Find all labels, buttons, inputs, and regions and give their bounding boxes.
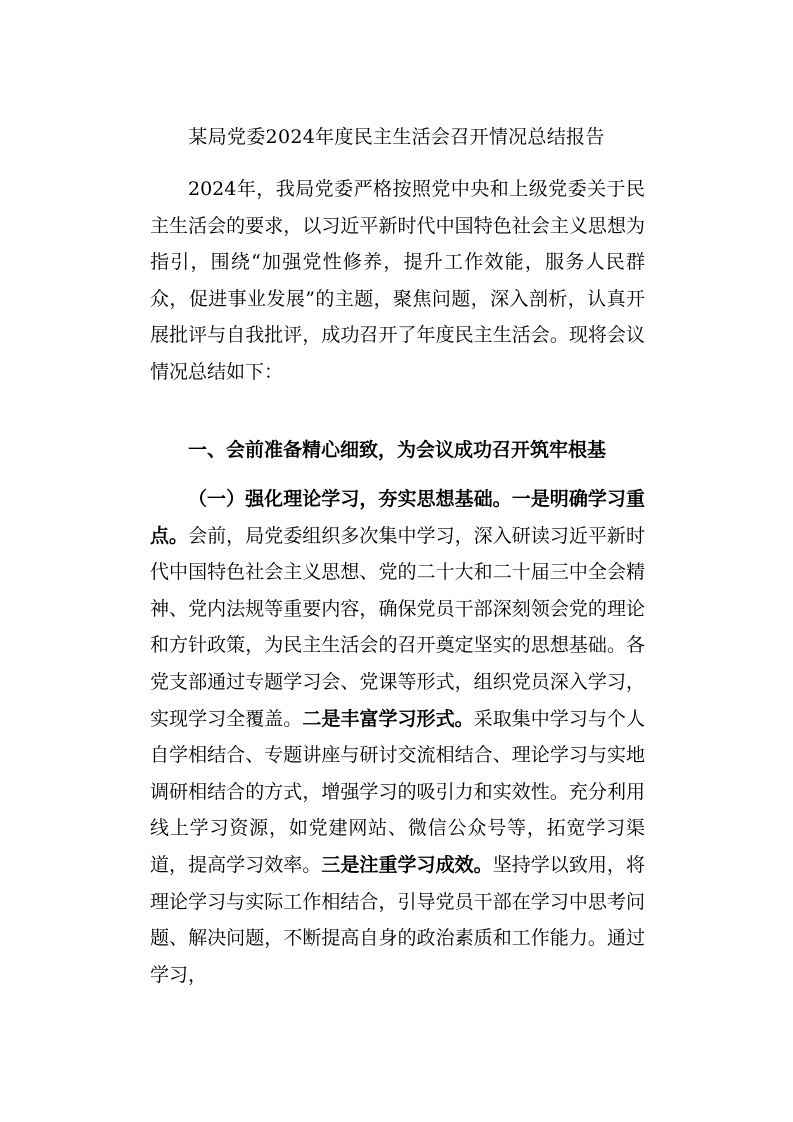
point-1-label: 一是明确学习重点。 bbox=[150, 488, 645, 547]
point-1-text: 会前，局党委组织多次集中学习，深入研读习近平新时代中国特色社会主义思想、党的二十大和二十届三中全会精神、党内法规等重要内容，确保党员干部深刻领会党的理论和方针政策，为民主生活会的召开奠定坚实的思想基础。各党支部通过专题学习会、党课等形式，组织党员深入学习，实现学习全覆盖。 bbox=[150, 524, 645, 730]
subsection-title: （一）强化理论学习，夯实思想基础。 bbox=[188, 488, 512, 510]
section-heading: 一、会前准备精心细致，为会议成功召开筑牢根基 bbox=[188, 439, 607, 461]
point-3-text: 坚持学以致用，将理论学习与实际工作相结合，引导党员干部在学习中思考问题、解决问题，不断提高自身的政治素质和工作能力。通过学习， bbox=[150, 853, 645, 986]
point-3-label: 三是注重学习成效。 bbox=[321, 853, 493, 876]
intro-paragraph: 2024年，我局党委严格按照党中央和上级党委关于民主生活会的要求，以习近平新时代中国特色社会主义思想为指引，围绕“加强党性修养，提升工作效能，服务人民群众，促进事业发展”的主题，聚焦问题，深入剖析，认真开展批评与自我批评，成功召开了年度民主生活会。现将会议情况总结如下： bbox=[150, 178, 645, 383]
document-title: 某局党委2024年度民主生活会召开情况总结报告 bbox=[188, 126, 605, 148]
body-paragraph bbox=[150, 481, 645, 993]
point-2-label: 二是丰富学习形式。 bbox=[302, 707, 474, 730]
point-2-text: 采取集中学习与个人自学相结合、专题讲座与研讨交流相结合、理论学习与实地调研相结合的方式，增强学习的吸引力和实效性。充分利用线上学习资源，如党建网站、微信公众号等，拓宽学习渠道，提高学习效率。 bbox=[150, 707, 645, 876]
